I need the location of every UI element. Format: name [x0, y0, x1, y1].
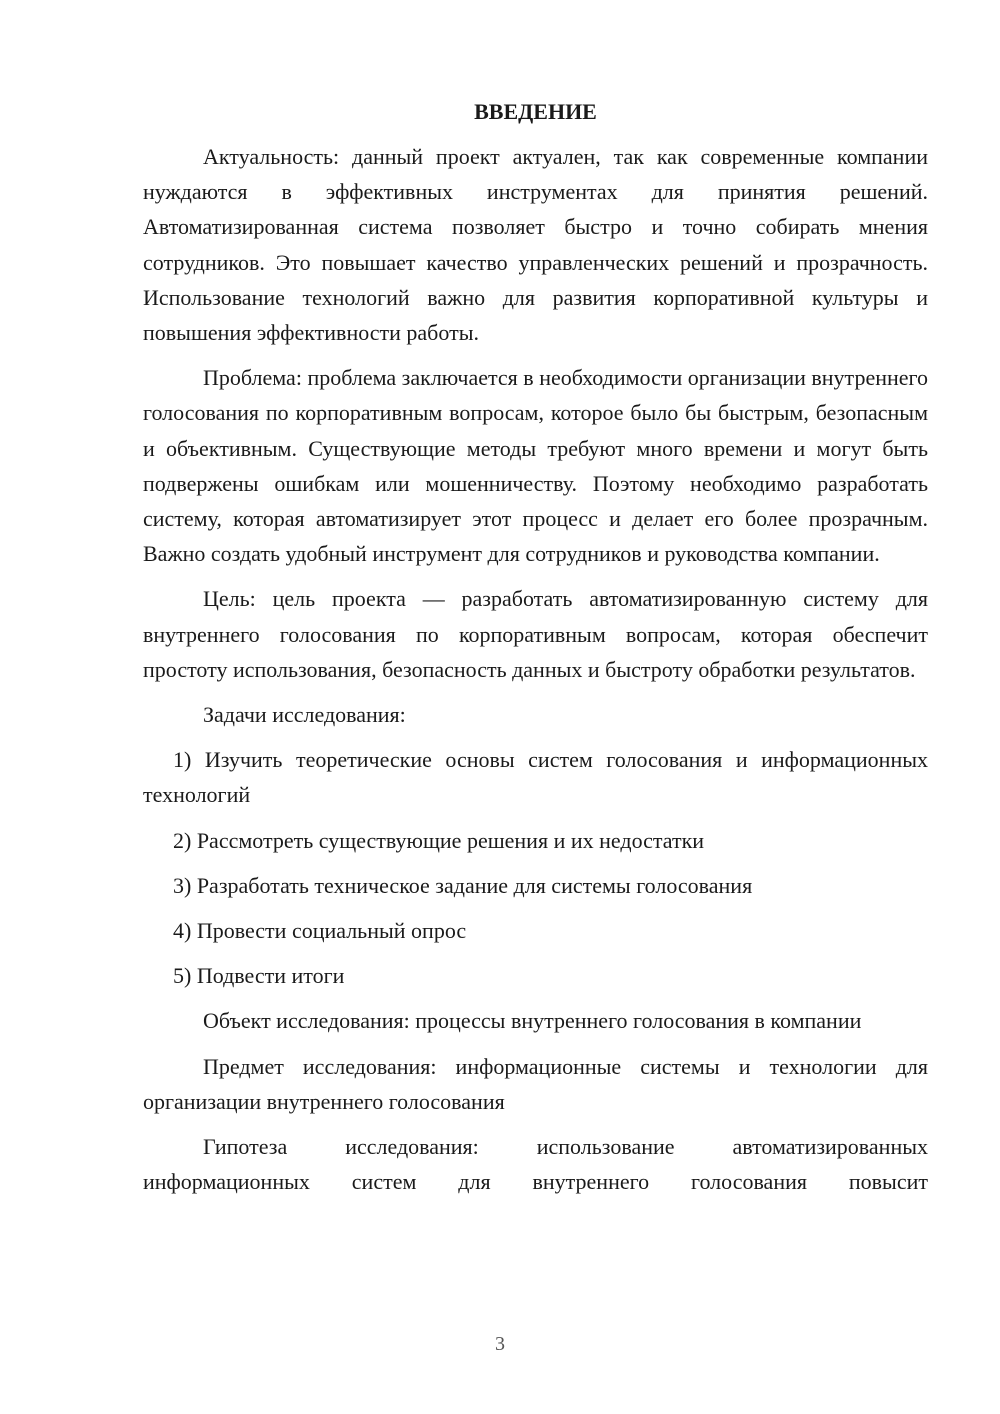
section-title: ВВЕДЕНИЕ	[474, 99, 597, 124]
hypothesis-paragraph: Гипотеза исследования: использование автоматизированных информационных систем для внутреннего голосования повысит	[143, 1134, 928, 1195]
page-content	[143, 94, 928, 1209]
task-item-3: 3) Разработать техническое задание для системы голосования	[173, 872, 753, 898]
goal-paragraph: Цель: цель проекта — разработать автоматизированную систему для внутреннего голосования по корпоративным вопросам, которая обеспечит простоту использования, безопасность данных и быстроту обработки результатов.	[143, 586, 928, 682]
task-item-1: 1) Изучить теоретические основы систем голосования и информационных технологий	[143, 747, 928, 808]
relevance-paragraph: Актуальность: данный проект актуален, так как современные компании нуждаются в эффективных инструментах для принятия решений. Автоматизированная система позволяет быстро и точно собирать мнения сотрудников. Это повышает качество управленческих решений и прозрачность. Использование технологий важно для развития корпоративной культуры и повышения эффективности работы.	[143, 144, 928, 346]
task-item-5: 5) Подвести итоги	[173, 963, 345, 989]
task-item-2: 2) Рассмотреть существующие решения и их недостатки	[173, 827, 705, 853]
tasks-heading: Задачи исследования:	[203, 702, 406, 728]
subject-paragraph: Предмет исследования: информационные системы и технологии для организации внутреннего голосования	[143, 1053, 928, 1114]
object-paragraph: Объект исследования: процессы внутреннего голосования в компании	[203, 1008, 862, 1034]
task-item-4: 4) Провести социальный опрос	[173, 918, 467, 944]
page-number: 3	[495, 1333, 505, 1355]
problem-paragraph: Проблема: проблема заключается в необходимости организации внутреннего голосования по корпоративным вопросам, которое было бы быстрым, безопасным и объективным. Существующие методы требуют много времени и могут быть подвержены ошибкам или мошенничеству. Поэтому необходимо разработать систему, которая автоматизирует этот процесс и делает его более прозрачным. Важно создать удобный инструмент для сотрудников и руководства компании.	[143, 365, 928, 567]
